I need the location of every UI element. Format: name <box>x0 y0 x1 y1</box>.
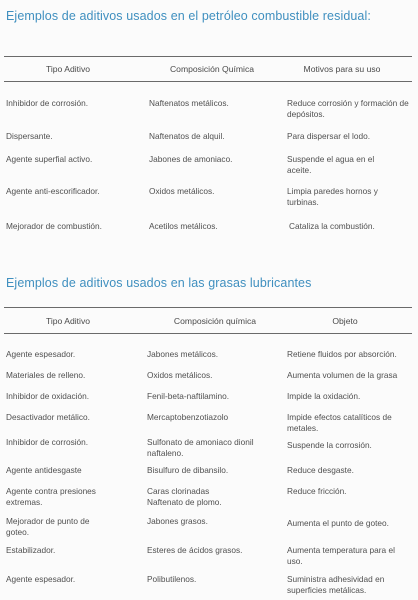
table-2-cell-type: Mejorador de punto de goteo. <box>6 516 90 537</box>
table-1-cell-type: Mejorador de combustión. <box>6 221 102 231</box>
table-1-cell-motive: Limpia paredes hornos y turbinas. <box>287 186 378 207</box>
table-2-cell-object: Retiene fluidos por absorción. <box>287 349 397 359</box>
section-1-header-rule <box>4 81 412 82</box>
table-2-cell-composition: Oxidos metálicos. <box>147 370 213 380</box>
section-2-header-object: Objeto <box>332 316 358 326</box>
table-2-cell-object: Impide la oxidación. <box>287 391 361 401</box>
table-2-cell-object: Aumenta temperatura para el uso. <box>287 545 395 566</box>
table-2-cell-object: Aumenta el punto de goteo. <box>287 518 389 528</box>
section-1-header-motives: Motivos para su uso <box>303 64 381 74</box>
table-2-cell-type: Estabilizador. <box>6 545 56 555</box>
table-2-cell-object: Impide efectos catalíticos de metales. <box>287 412 392 433</box>
table-2-cell-type: Agente antidesgaste <box>6 465 82 475</box>
table-1-cell-composition: Jabones de amoniaco. <box>149 154 233 164</box>
table-2-cell-composition: Fenil-beta-naftilamino. <box>147 391 230 401</box>
table-2-cell-composition: Sulfonato de amoniaco dionil naftaleno. <box>147 437 254 458</box>
section-2-header-rule <box>4 333 412 334</box>
section-2-title: Ejemplos de aditivos usados en las grasas lubricantes <box>6 276 312 290</box>
table-2-cell-composition: Esteres de ácidos grasos. <box>147 545 243 555</box>
table-1-cell-composition: Acetilos metálicos. <box>149 221 218 231</box>
table-1-cell-composition: Naftenatos de alquil. <box>149 131 225 141</box>
table-2-cell-type: Agente espesador. <box>6 574 76 584</box>
table-1-cell-composition: Naftenatos metálicos. <box>149 98 229 108</box>
table-2-cell-composition: Mercaptobenzotiazolo <box>147 412 229 422</box>
section-1-header-type: Tipo Aditivo <box>45 64 91 74</box>
section-2-header-composition: Composición química <box>173 316 257 326</box>
table-2-cell-object: Aumenta volumen de la grasa <box>287 370 398 380</box>
table-1-cell-type: Agente superfial activo. <box>6 154 93 164</box>
section-1-top-rule <box>4 56 412 57</box>
table-2-cell-composition: Bisulfuro de dibansilo. <box>147 465 229 475</box>
table-2-cell-composition: Jabones grasos. <box>147 516 208 526</box>
section-1-title: Ejemplos de aditivos usados en el petróleo combustible residual: <box>6 9 371 23</box>
table-2-cell-composition: Jabones metálicos. <box>147 349 219 359</box>
table-2-cell-object: Reduce desgaste. <box>287 465 354 475</box>
section-2-top-rule <box>4 307 412 308</box>
table-2-cell-composition: Polibutilenos. <box>147 574 197 584</box>
table-1-cell-type: Inhibidor de corrosión. <box>6 98 89 108</box>
table-2-cell-object: Reduce fricción. <box>287 486 347 496</box>
table-1-cell-motive: Para dispersar el lodo. <box>287 131 371 141</box>
table-2-cell-object: Suspende la corrosión. <box>287 440 372 450</box>
table-2-cell-object: Suministra adhesividad en superficies metálicas. <box>287 574 385 595</box>
table-2-cell-composition: Caras clorinadas Naftenato de plomo. <box>147 486 222 507</box>
table-1-cell-motive: Cataliza la combustión. <box>289 221 375 231</box>
table-1-cell-composition: Oxidos metálicos. <box>149 186 215 196</box>
table-1-cell-motive: Suspende el agua en el aceite. <box>287 154 375 175</box>
section-1-header-composition: Composición Química <box>169 64 255 74</box>
table-2-cell-type: Desactivador metálico. <box>6 412 90 422</box>
table-2-cell-type: Inhibidor de oxidación. <box>6 391 90 401</box>
table-1-cell-motive: Reduce corrosión y formación de depósitos. <box>287 98 409 119</box>
table-2-cell-type: Materiales de relleno. <box>6 370 86 380</box>
table-1-cell-type: Agente anti-escorificador. <box>6 186 100 196</box>
table-2-cell-type: Agente contra presiones extremas. <box>6 486 96 507</box>
table-2-cell-type: Inhibidor de corrosión. <box>6 437 89 447</box>
table-1-cell-type: Dispersante. <box>6 131 53 141</box>
section-2-header-type: Tipo Aditivo <box>45 316 91 326</box>
table-2-cell-type: Agente espesador. <box>6 349 76 359</box>
